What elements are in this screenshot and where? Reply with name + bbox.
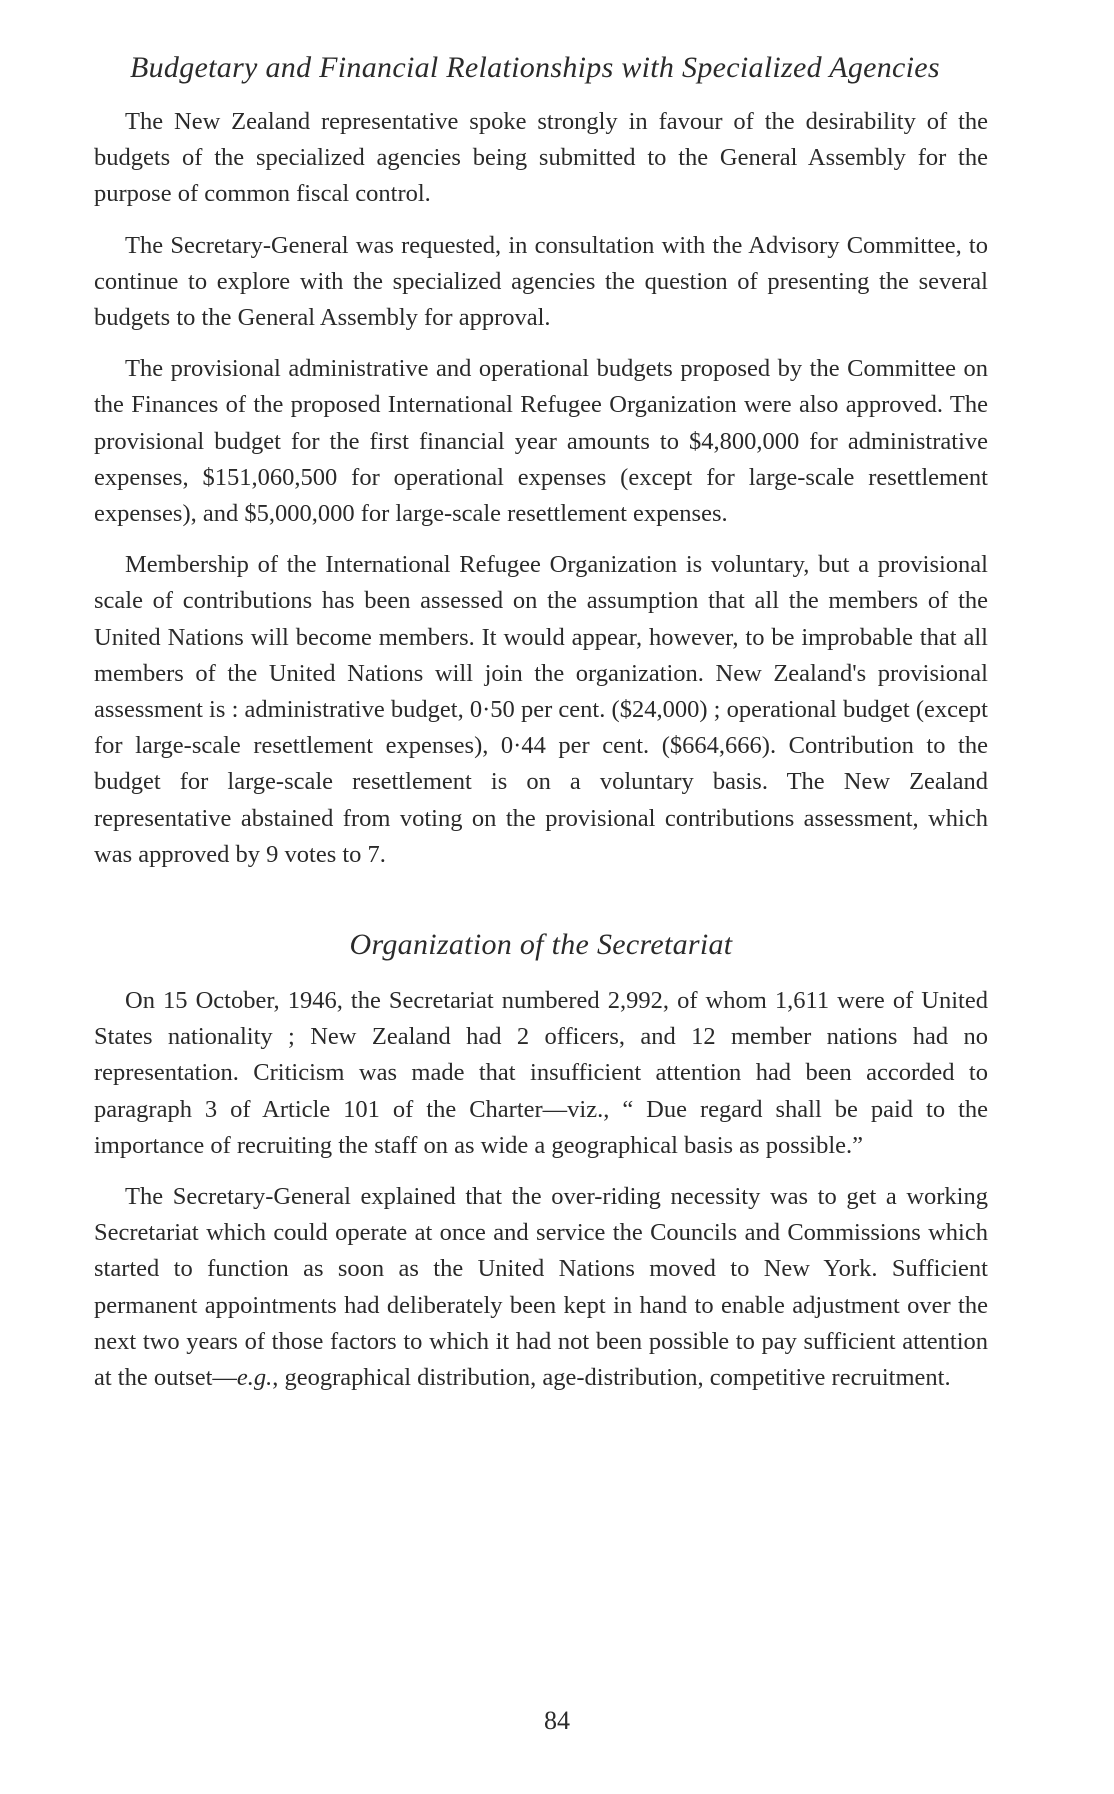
- paragraph: The provisional administrative and operational budgets proposed by the Committee on the Finances of the proposed International Refugee Organization were also approved. The provisional budget for the first financial year amounts to $4,800,000 for administrative expenses, $151,060,500 for operational expenses (except for large-scale resettlement expenses), and $5,000,000 for large-scale resettlement expenses.: [94, 355, 988, 528]
- paragraph: The New Zealand representative spoke strongly in favour of the desirability of the budgets of the specialized agencies being submitted to the General Assembly for the purpose of common fiscal control.: [94, 108, 988, 208]
- paragraph-text: , geographical distribution, age-distribution, competitive recruitment.: [272, 1364, 951, 1392]
- document-page: [94, 50, 988, 1411]
- page-number: 84: [544, 1706, 570, 1735]
- paragraph-last: [94, 1179, 988, 1396]
- section-heading-budgetary: Budgetary and Financial Relationships with Specialized Agencies: [130, 51, 940, 84]
- paragraph: On 15 October, 1946, the Secretariat numbered 2,992, of whom 1,611 were of United States nationality ; New Zealand had 2 officers, and 12 member nations had no representation. Criticism was made that insufficient attention had been accorded to paragraph 3 of Article 101 of the Charter—viz., “ Due regard shall be paid to the importance of recruiting the staff on as wide a geographical basis as possible.”: [94, 987, 988, 1159]
- section-heading-secretariat: Organization of the Secretariat: [349, 928, 733, 962]
- paragraph: Membership of the International Refugee Organization is voluntary, but a provisional scale of contributions has been assessed on the assumption that all the members of the United Nations will become members. It would appear, however, to be improbable that all members of the United Nations will join the organization. New Zealand's provisional assessment is : administrative budget, 0·50 per cent. ($24,000) ; operational budget (except for large-scale resettlement expenses), 0·44 per cent. ($664,666). Contribution to the budget for large-scale resettlement is on a voluntary basis. The New Zealand representative abstained from voting on the provisional contributions assessment, which was approved by 9 votes to 7.: [94, 551, 988, 868]
- paragraph: The Secretary-General was requested, in consultation with the Advisory Committee, to continue to explore with the specialized agencies the question of presenting the several budgets to the General Assembly for approval.: [94, 231, 988, 332]
- paragraph-text: The Secretary-General explained that the over-riding necessity was to get a working Secretariat which could operate at once and service the Councils and Commissions which started to function as soon as the United Nations moved to New York. Sufficient permanent appointments had deliberately been kept in hand to enable adjustment over the next two years of those factors to which it had not been possible to pay sufficient attention at the outset—: [94, 1183, 988, 1392]
- paragraph-italic-text: e.g.: [236, 1364, 273, 1392]
